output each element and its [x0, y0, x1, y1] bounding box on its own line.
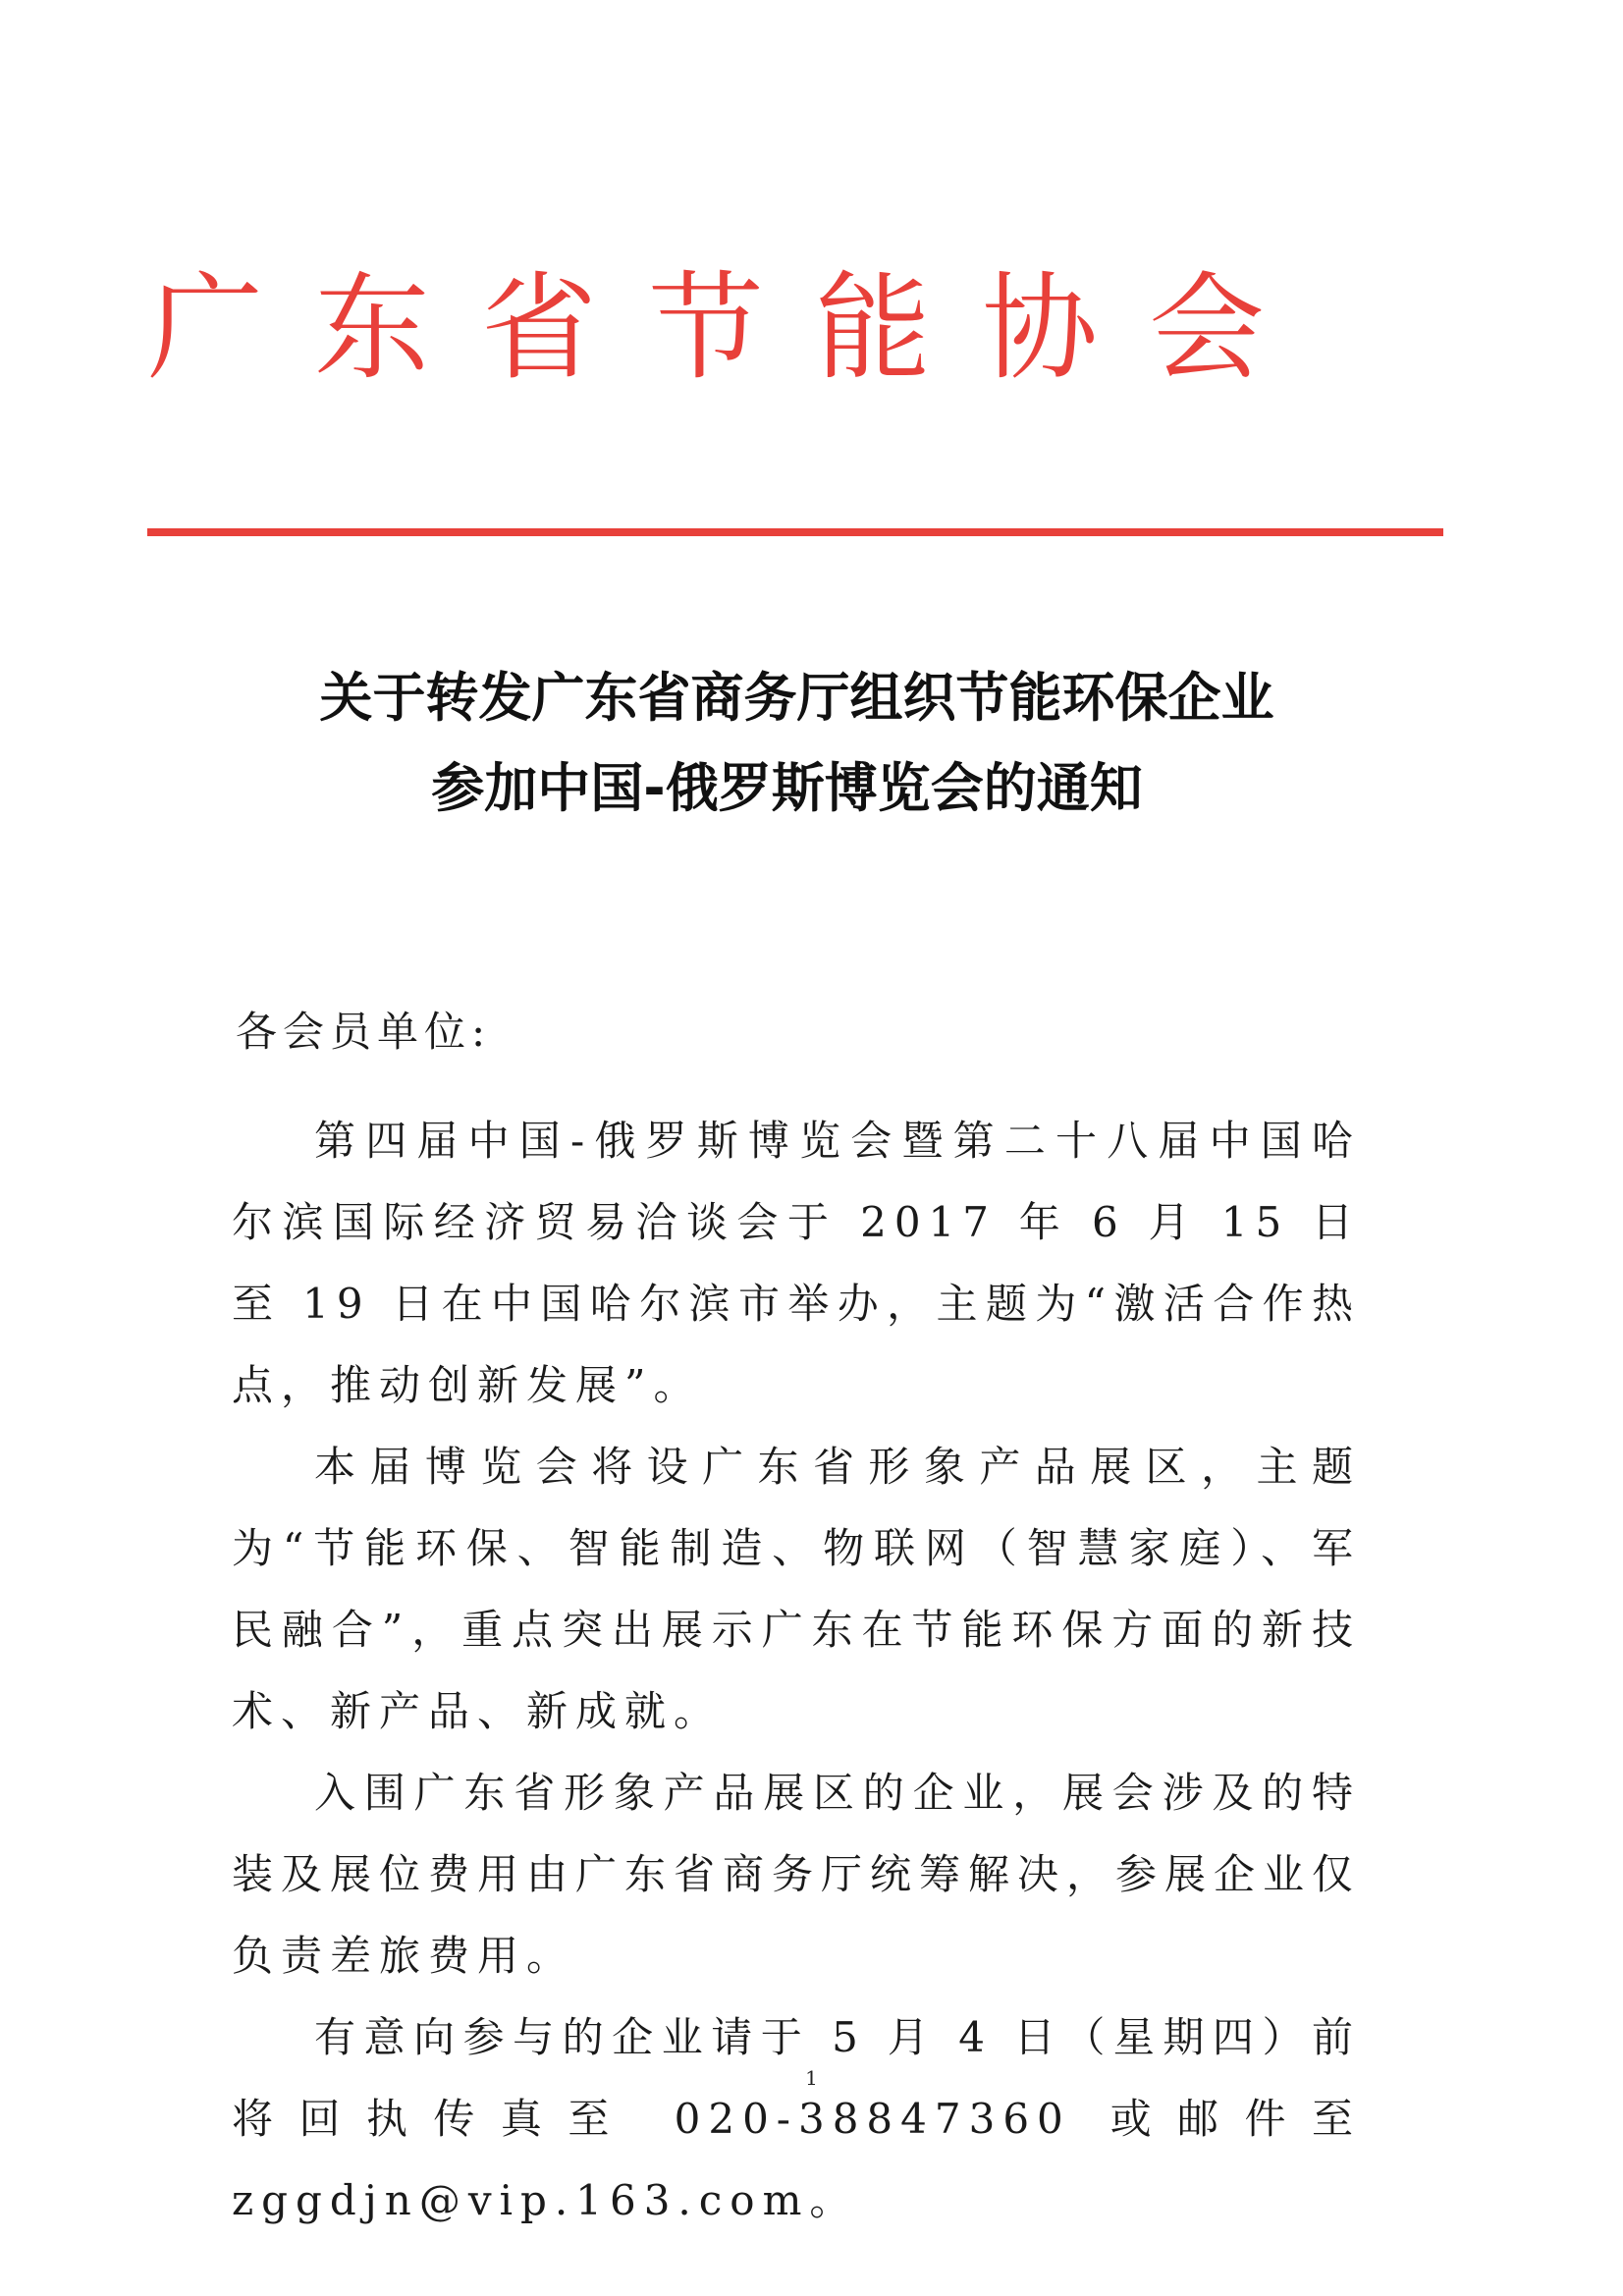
paragraph-expo-info: 第四届中国-俄罗斯博览会暨第二十八届中国哈尔滨国际经济贸易洽谈会于 2017 年 6 月 15 日至 19 日在中国哈尔滨市举办，主题为“激活合作热点，推动创新发展”。	[232, 1117, 1361, 1409]
paragraph-contact: 有意向参与的企业请于 5 月 4 日（星期四）前将回执传真至 020-38847360 或邮件至 zggdjn@vip.163.com。	[232, 2013, 1361, 2224]
document-title	[0, 653, 1623, 834]
salutation: 各会员单位:	[236, 1008, 492, 1056]
paragraph-fees: 入围广东省形象产品展区的企业，展会涉及的特装及展位费用由广东省商务厅统筹解决，参展企业仅负责差旅费用。	[232, 1769, 1362, 1980]
page-number: 1	[805, 2066, 818, 2090]
title-line-1: 关于转发广东省商务厅组织节能环保企业	[319, 667, 1274, 729]
header-divider	[147, 528, 1443, 536]
organization-header: 广东省节能协会	[147, 260, 1317, 396]
title-line-2: 参加中国-俄罗斯博览会的通知	[431, 757, 1143, 819]
paragraph-exhibition-area: 本届博览会将设广东省形象产品展区，主题为“节能环保、智能制造、物联网（智慧家庭）、军民融合”，重点突出展示广东在节能环保方面的新技术、新产品、新成就。	[232, 1443, 1361, 1735]
